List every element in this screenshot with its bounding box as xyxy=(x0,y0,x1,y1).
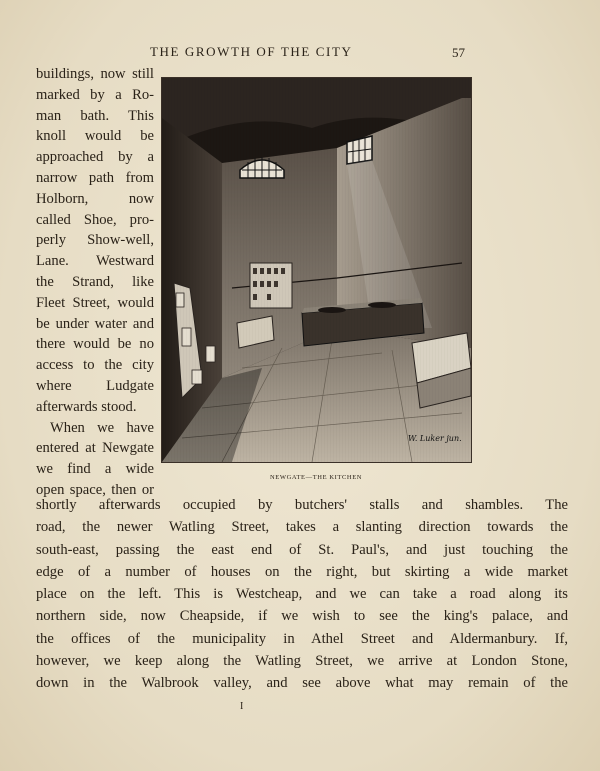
running-title: THE GROWTH OF THE CITY xyxy=(150,44,353,59)
text-line: man bath. This xyxy=(36,107,154,124)
text-line: open space, then or xyxy=(36,481,154,498)
signature-mark: I xyxy=(240,701,244,712)
text-line: Holborn, now xyxy=(36,190,154,207)
text-line: marked by a Ro- xyxy=(36,86,154,103)
artist-signature: W. Luker jun. xyxy=(408,434,462,443)
full-width-text xyxy=(36,494,568,695)
text-line: edge of a number of houses on the right, but skirting a wide market xyxy=(36,563,568,580)
text-line: down in the Walbrook valley, and see above what may remain of the xyxy=(36,675,568,692)
narrow-column-text xyxy=(36,64,154,501)
text-line: south-east, passing the east end of St. Paul's, and just touching the xyxy=(36,541,568,558)
kitchen-engraving xyxy=(162,78,471,462)
text-line: called Shoe, pro- xyxy=(36,211,154,228)
text-line: place on the left. This is Westcheap, and we can take a road along its xyxy=(36,586,568,603)
text-line: When we have xyxy=(50,419,154,436)
text-line: there would be no xyxy=(36,336,154,353)
text-line: access to the city xyxy=(36,357,154,374)
text-line: the offices of the municipality in Athel Street and Aldermanbury. If, xyxy=(36,630,568,647)
text-line: Lane. Westward xyxy=(36,253,154,270)
text-line: approached by a xyxy=(36,149,154,166)
illustration-newgate-kitchen xyxy=(162,78,471,462)
text-line: knoll would be xyxy=(36,128,154,145)
figure-caption: NEWGATE—THE KITCHEN xyxy=(270,474,363,481)
text-line: where Ludgate xyxy=(36,377,154,394)
page-number: 57 xyxy=(452,45,465,60)
text-line: we find a wide xyxy=(36,461,154,478)
text-line: shortly afterwards occupied by butchers' stalls and shambles. The xyxy=(36,497,568,513)
text-line: be under water and xyxy=(36,315,154,332)
text-line: however, we keep along the Watling Street, we arrive at London Stone, xyxy=(36,653,568,670)
text-line: road, the newer Watling Street, takes a slanting direction towards the xyxy=(36,519,568,536)
text-line: the Strand, like xyxy=(36,273,154,290)
text-line: perly Show-well, xyxy=(36,232,154,249)
text-line: Fleet Street, would xyxy=(36,294,154,311)
text-line: northern side, now Cheapside, if we wish to see the king's palace, and xyxy=(36,608,568,625)
text-line: entered at Newgate xyxy=(36,440,154,457)
running-head xyxy=(0,44,600,64)
text-line: afterwards stood. xyxy=(36,398,137,415)
text-line: narrow path from xyxy=(36,169,154,186)
text-line: buildings, now still xyxy=(36,66,154,82)
